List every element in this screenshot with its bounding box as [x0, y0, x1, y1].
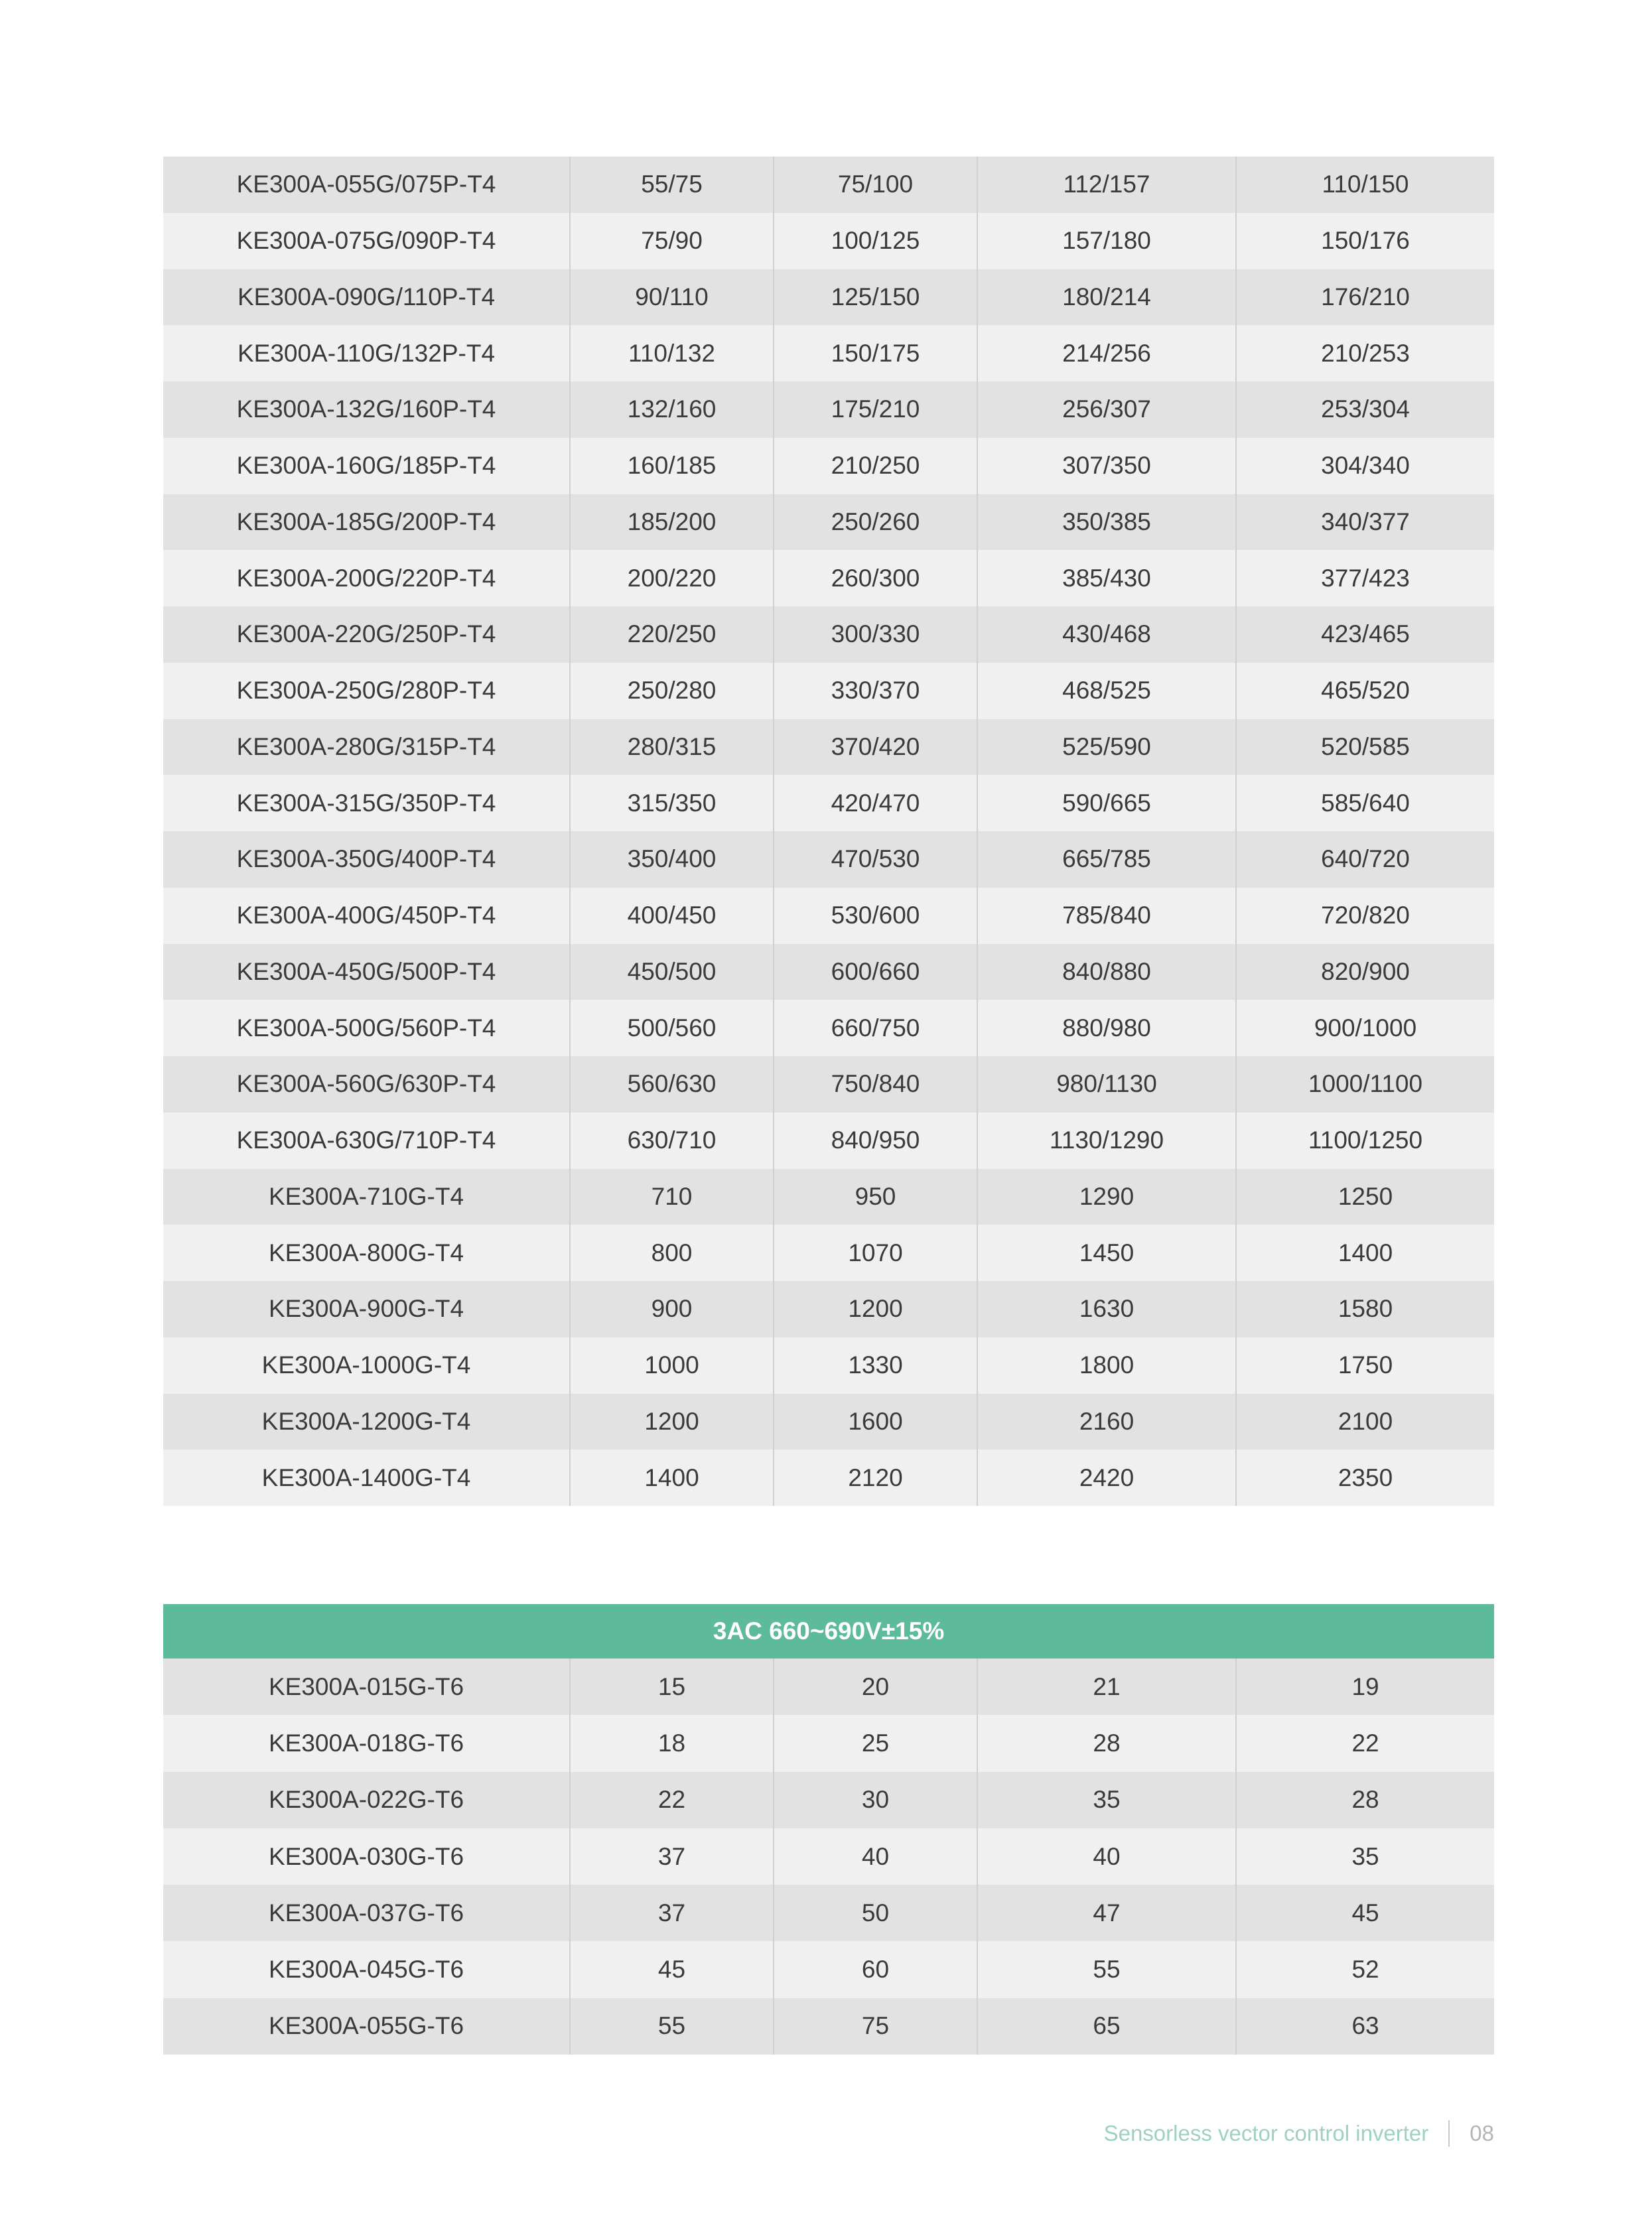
- table-row: [163, 1658, 1494, 1715]
- value-cell: 214/256: [977, 325, 1236, 381]
- model-cell: KE300A-030G-T6: [163, 1828, 570, 1885]
- value-cell: 185/200: [570, 494, 774, 551]
- value-cell: 35: [1236, 1828, 1494, 1885]
- value-cell: 60: [774, 1941, 977, 1997]
- table-row: [163, 1828, 1494, 1885]
- value-cell: 785/840: [977, 888, 1236, 944]
- model-cell: KE300A-1400G-T4: [163, 1450, 570, 1506]
- value-cell: 1400: [1236, 1225, 1494, 1281]
- table-row: [163, 1394, 1494, 1450]
- table-row: [163, 1056, 1494, 1113]
- table-row: [163, 1450, 1494, 1506]
- model-cell: KE300A-055G/075P-T4: [163, 157, 570, 213]
- model-cell: KE300A-185G/200P-T4: [163, 494, 570, 551]
- value-cell: 630/710: [570, 1113, 774, 1169]
- value-cell: 40: [977, 1828, 1236, 1885]
- table-row: [163, 1941, 1494, 1997]
- value-cell: 90/110: [570, 269, 774, 326]
- table-row: [163, 1281, 1494, 1337]
- value-cell: 1000/1100: [1236, 1056, 1494, 1113]
- value-cell: 19: [1236, 1658, 1494, 1715]
- model-cell: KE300A-090G/110P-T4: [163, 269, 570, 326]
- table-row: [163, 1885, 1494, 1941]
- model-cell: KE300A-220G/250P-T4: [163, 606, 570, 663]
- value-cell: 176/210: [1236, 269, 1494, 326]
- value-cell: 300/330: [774, 606, 977, 663]
- value-cell: 315/350: [570, 775, 774, 831]
- value-cell: 465/520: [1236, 663, 1494, 719]
- value-cell: 210/250: [774, 438, 977, 494]
- value-cell: 1200: [774, 1281, 977, 1337]
- table-row: [163, 775, 1494, 831]
- value-cell: 304/340: [1236, 438, 1494, 494]
- model-cell: KE300A-045G-T6: [163, 1941, 570, 1997]
- table-row: [163, 719, 1494, 776]
- value-cell: 377/423: [1236, 550, 1494, 606]
- value-cell: 450/500: [570, 944, 774, 1000]
- value-cell: 1000: [570, 1337, 774, 1394]
- value-cell: 710: [570, 1169, 774, 1225]
- value-cell: 600/660: [774, 944, 977, 1000]
- value-cell: 1580: [1236, 1281, 1494, 1337]
- value-cell: 468/525: [977, 663, 1236, 719]
- value-cell: 125/150: [774, 269, 977, 326]
- value-cell: 50: [774, 1885, 977, 1941]
- value-cell: 430/468: [977, 606, 1236, 663]
- value-cell: 820/900: [1236, 944, 1494, 1000]
- value-cell: 800: [570, 1225, 774, 1281]
- value-cell: 665/785: [977, 831, 1236, 888]
- value-cell: 525/590: [977, 719, 1236, 776]
- value-cell: 250/260: [774, 494, 977, 551]
- value-cell: 63: [1236, 1998, 1494, 2055]
- value-cell: 1400: [570, 1450, 774, 1506]
- model-cell: KE300A-315G/350P-T4: [163, 775, 570, 831]
- value-cell: 1250: [1236, 1169, 1494, 1225]
- table-row: [163, 1998, 1494, 2055]
- table-row: [163, 1000, 1494, 1056]
- value-cell: 280/315: [570, 719, 774, 776]
- table-row: [163, 1715, 1494, 1771]
- model-cell: KE300A-022G-T6: [163, 1772, 570, 1828]
- value-cell: 500/560: [570, 1000, 774, 1056]
- value-cell: 253/304: [1236, 381, 1494, 438]
- table-row: [163, 157, 1494, 213]
- value-cell: 1290: [977, 1169, 1236, 1225]
- value-cell: 35: [977, 1772, 1236, 1828]
- model-cell: KE300A-160G/185P-T4: [163, 438, 570, 494]
- value-cell: 840/880: [977, 944, 1236, 1000]
- table-row: [163, 606, 1494, 663]
- value-cell: 900/1000: [1236, 1000, 1494, 1056]
- value-cell: 18: [570, 1715, 774, 1771]
- value-cell: 30: [774, 1772, 977, 1828]
- value-cell: 2350: [1236, 1450, 1494, 1506]
- value-cell: 330/370: [774, 663, 977, 719]
- value-cell: 220/250: [570, 606, 774, 663]
- value-cell: 47: [977, 1885, 1236, 1941]
- model-cell: KE300A-200G/220P-T4: [163, 550, 570, 606]
- value-cell: 2160: [977, 1394, 1236, 1450]
- spec-table-t6-body: [163, 1604, 1494, 2055]
- value-cell: 640/720: [1236, 831, 1494, 888]
- model-cell: KE300A-250G/280P-T4: [163, 663, 570, 719]
- value-cell: 150/175: [774, 325, 977, 381]
- value-cell: 350/385: [977, 494, 1236, 551]
- value-cell: 370/420: [774, 719, 977, 776]
- table-row: [163, 1772, 1494, 1828]
- table-row: [163, 438, 1494, 494]
- value-cell: 150/176: [1236, 213, 1494, 269]
- voltage-header: 3AC 660~690V±15%: [163, 1604, 1494, 1658]
- value-cell: 1800: [977, 1337, 1236, 1394]
- value-cell: 20: [774, 1658, 977, 1715]
- value-cell: 157/180: [977, 213, 1236, 269]
- value-cell: 1070: [774, 1225, 977, 1281]
- value-cell: 660/750: [774, 1000, 977, 1056]
- model-cell: KE300A-1200G-T4: [163, 1394, 570, 1450]
- value-cell: 21: [977, 1658, 1236, 1715]
- model-cell: KE300A-018G-T6: [163, 1715, 570, 1771]
- value-cell: 75: [774, 1998, 977, 2055]
- value-cell: 45: [570, 1941, 774, 1997]
- value-cell: 180/214: [977, 269, 1236, 326]
- value-cell: 350/400: [570, 831, 774, 888]
- spec-table-t4-body: [163, 157, 1494, 1506]
- value-cell: 420/470: [774, 775, 977, 831]
- value-cell: 1100/1250: [1236, 1113, 1494, 1169]
- table-row: [163, 1225, 1494, 1281]
- value-cell: 250/280: [570, 663, 774, 719]
- table-row: [163, 550, 1494, 606]
- model-cell: KE300A-500G/560P-T4: [163, 1000, 570, 1056]
- value-cell: 1330: [774, 1337, 977, 1394]
- table-row: [163, 663, 1494, 719]
- value-cell: 560/630: [570, 1056, 774, 1113]
- value-cell: 28: [977, 1715, 1236, 1771]
- value-cell: 55: [570, 1998, 774, 2055]
- value-cell: 200/220: [570, 550, 774, 606]
- value-cell: 307/350: [977, 438, 1236, 494]
- value-cell: 470/530: [774, 831, 977, 888]
- table-row: [163, 888, 1494, 944]
- model-cell: KE300A-800G-T4: [163, 1225, 570, 1281]
- table-row: [163, 944, 1494, 1000]
- table-row: [163, 1113, 1494, 1169]
- value-cell: 28: [1236, 1772, 1494, 1828]
- value-cell: 100/125: [774, 213, 977, 269]
- value-cell: 385/430: [977, 550, 1236, 606]
- table-row: [163, 269, 1494, 326]
- table-row: [163, 381, 1494, 438]
- model-cell: KE300A-015G-T6: [163, 1658, 570, 1715]
- value-cell: 175/210: [774, 381, 977, 438]
- value-cell: 260/300: [774, 550, 977, 606]
- model-cell: KE300A-900G-T4: [163, 1281, 570, 1337]
- value-cell: 160/185: [570, 438, 774, 494]
- value-cell: 423/465: [1236, 606, 1494, 663]
- spec-table-t6: [163, 1604, 1494, 2055]
- table-row: [163, 831, 1494, 888]
- value-cell: 1200: [570, 1394, 774, 1450]
- spec-table-t4: [163, 157, 1494, 1506]
- model-cell: KE300A-630G/710P-T4: [163, 1113, 570, 1169]
- value-cell: 15: [570, 1658, 774, 1715]
- value-cell: 112/157: [977, 157, 1236, 213]
- value-cell: 2420: [977, 1450, 1236, 1506]
- model-cell: KE300A-450G/500P-T4: [163, 944, 570, 1000]
- value-cell: 256/307: [977, 381, 1236, 438]
- value-cell: 1130/1290: [977, 1113, 1236, 1169]
- value-cell: 37: [570, 1828, 774, 1885]
- value-cell: 75/90: [570, 213, 774, 269]
- footer-separator: [1448, 2120, 1450, 2147]
- value-cell: 1750: [1236, 1337, 1494, 1394]
- model-cell: KE300A-075G/090P-T4: [163, 213, 570, 269]
- value-cell: 40: [774, 1828, 977, 1885]
- value-cell: 980/1130: [977, 1056, 1236, 1113]
- value-cell: 1630: [977, 1281, 1236, 1337]
- table-row: [163, 1169, 1494, 1225]
- value-cell: 110/150: [1236, 157, 1494, 213]
- value-cell: 132/160: [570, 381, 774, 438]
- value-cell: 37: [570, 1885, 774, 1941]
- value-cell: 75/100: [774, 157, 977, 213]
- model-cell: KE300A-710G-T4: [163, 1169, 570, 1225]
- voltage-header-row: [163, 1604, 1494, 1658]
- model-cell: KE300A-350G/400P-T4: [163, 831, 570, 888]
- value-cell: 1450: [977, 1225, 1236, 1281]
- value-cell: 45: [1236, 1885, 1494, 1941]
- value-cell: 340/377: [1236, 494, 1494, 551]
- table-row: [163, 213, 1494, 269]
- value-cell: 900: [570, 1281, 774, 1337]
- value-cell: 2100: [1236, 1394, 1494, 1450]
- table-row: [163, 325, 1494, 381]
- value-cell: 590/665: [977, 775, 1236, 831]
- value-cell: 110/132: [570, 325, 774, 381]
- value-cell: 25: [774, 1715, 977, 1771]
- value-cell: 2120: [774, 1450, 977, 1506]
- value-cell: 400/450: [570, 888, 774, 944]
- model-cell: KE300A-037G-T6: [163, 1885, 570, 1941]
- page-footer: [1104, 2118, 1494, 2149]
- value-cell: 22: [1236, 1715, 1494, 1771]
- model-cell: KE300A-560G/630P-T4: [163, 1056, 570, 1113]
- footer-title: Sensorless vector control inverter: [1103, 2121, 1429, 2145]
- value-cell: 880/980: [977, 1000, 1236, 1056]
- value-cell: 210/253: [1236, 325, 1494, 381]
- table-row: [163, 494, 1494, 551]
- model-cell: KE300A-055G-T6: [163, 1998, 570, 2055]
- model-cell: KE300A-1000G-T4: [163, 1337, 570, 1394]
- value-cell: 55: [977, 1941, 1236, 1997]
- value-cell: 52: [1236, 1941, 1494, 1997]
- value-cell: 750/840: [774, 1056, 977, 1113]
- value-cell: 720/820: [1236, 888, 1494, 944]
- table-row: [163, 1337, 1494, 1394]
- value-cell: 55/75: [570, 157, 774, 213]
- value-cell: 520/585: [1236, 719, 1494, 776]
- value-cell: 585/640: [1236, 775, 1494, 831]
- value-cell: 65: [977, 1998, 1236, 2055]
- model-cell: KE300A-280G/315P-T4: [163, 719, 570, 776]
- model-cell: KE300A-110G/132P-T4: [163, 325, 570, 381]
- model-cell: KE300A-132G/160P-T4: [163, 381, 570, 438]
- model-cell: KE300A-400G/450P-T4: [163, 888, 570, 944]
- value-cell: 840/950: [774, 1113, 977, 1169]
- value-cell: 950: [774, 1169, 977, 1225]
- value-cell: 530/600: [774, 888, 977, 944]
- value-cell: 22: [570, 1772, 774, 1828]
- page-number: 08: [1470, 2121, 1494, 2145]
- value-cell: 1600: [774, 1394, 977, 1450]
